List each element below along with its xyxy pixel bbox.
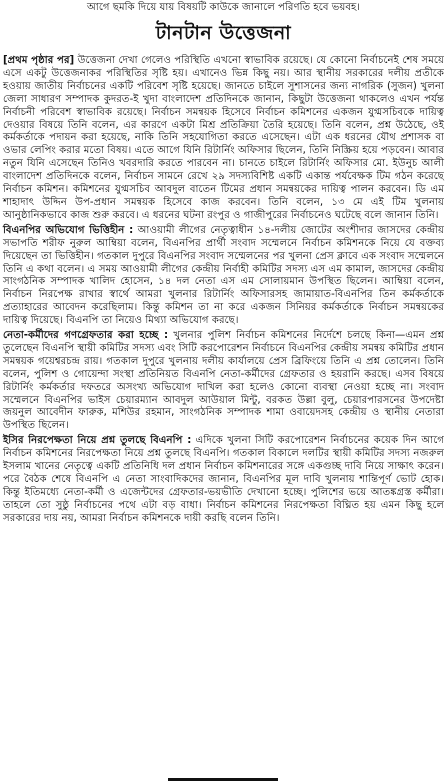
paragraph-1-text: উত্তেজনা দেখা গেলেও পরিস্থিতি এখনো স্বাভাবিক রয়েছে। যে কোনো নির্বাচনেই শেষ সময়ে এসে একটু উত্তেজনাকর পরিস্থিতির সৃষ্টি হয়। এখানেও ভিন্ন কিছু নয়। আর স্থানীয় সরকারের দলীয় প্রতীকে হওয়ায় জাতীয় নির্বাচনের একটি পরিবেশ সৃষ্টি হয়েছে। জানতে চাইলে সুশাসনের জন্য নাগরিক (সুজন) খুলনা জেলা সাধারণ সম্পাদক কুদরত-ই খুদা বাংলাদেশ প্রতিদিনকে জানান, কিছুটা উত্তেজনা থাকলেও এখন পর্যন্ত নির্বাচনী পরিবেশ স্বাভাবিক রয়েছে। নির্বাচন সমন্বয়ক হিসেবে নির্বাচন কমিশনের একজন যুগ্মসচিবকে দায়িত্ব দেওয়ার বিষয়ে তিনি বলেন, এর কারণে একটা মিশ্র প্রতিক্রিয়া তৈরি হয়েছে। তিনি বলেন, প্রশ্ন উঠেছে, ওই কর্মকর্তাকে পদায়ন করা হয়েছে, নাকি তিনি সহযোগিতা করতে এসেছেন। এটা এক ধরনের যৌথ প্রশাসক বা ওভার লেপিং করার মতো বিষয়। এতে আগে যিনি রিটার্নিং অফিসার ছিলেন, তিনি নিস্ক্রিয় হয়ে পড়বেন। আবার নতুন যিনি এসেছেন তিনিও খবরদারি করতে পারবেন না। চানতে চাইলে রিটার্নিং অফিসার মো. ইউনুচ আলী বাংলাদেশ প্রতিদিনকে বলেন, নির্বাচন সামনে রেখে ২৯ সদস্যবিশিষ্ট একটি একান্ত পর্যবেক্ষক টিম গঠন করেছে নির্বাচন কমিশন। কমিশনের যুগ্মসচিব আবদুল বাতেন টিমের প্রধান সমন্বয়কের দায়িত্ব পালন করবেন। ডি এম শাহাদাৎ উদ্দিন উপ-প্রধান সমন্বয়ক হিসেবে কাজ করবেন। তিনি বলেন, ১৩ মে এই টিম খুলনায় আনুষ্ঠানিকভাবে কাজ শুরু করবে। এ ধরনের ঘটনা রংপুর ও গাজীপুরের নির্বাচনেও ঘটেছে বলে জানান তিনি। xyxy=(3,55,444,221)
headline-container xyxy=(3,19,444,51)
bottom-rule xyxy=(0,771,447,783)
bottom-rule-bar xyxy=(168,778,278,781)
article-paragraph-1 xyxy=(3,55,444,223)
continuation-marker: [প্রথম পৃষ্ঠার পর] xyxy=(3,55,75,66)
subhead-mass-arrests: নেতা-কর্মীদের গণগ্রেফতার করা হচ্ছে : xyxy=(3,330,169,342)
article-paragraph-4 xyxy=(3,435,444,525)
headline: টানটান উত্তেজনা xyxy=(155,22,292,44)
previous-column-fragment: আগে ছমকি দিয়ে যায় বিষয়টি কাউকে জানালে পরিণতি হবে ভয়বহ। xyxy=(86,2,361,13)
paragraph-2-text: আওয়ামী লীগের নেতৃত্বাধীন ১৪-দলীয় জোটের অংশীদার জাসদের কেন্দ্রীয় সভাপতি শরীফ নুরুল আম্বিয়া বলেন, বিএনপির প্রার্থী সংবাদ সম্মেলনে নির্বাচন কমিশনকে নিয়ে যে বক্তব্য দিয়েছেন তা ভিত্তিহীন। গতকাল দুপুরে বিএনপির সংবাদ সম্মেলনের পর খুলনা প্রেস ক্লাবে এক সংবাদ সম্মেলনে তিনি এ কথা বলেন। এ সময় আওয়ামী লীগের কেন্দ্রীয় নির্বাহী কমিটির সদস্য এস এম কামাল, জাসদের কেন্দ্রীয় সাংগঠনিক সম্পাদক খালিদ হোসেন, ১৪ দল নেতা এস এম সোলায়মান উপস্থিত ছিলেন। আম্বিয়া বলেন, নির্বাচন নিরপেক্ষ রাখার স্বার্থে আমরা খুলনার রিটার্নিং অফিসারসহ জামায়াত-বিএনপির তিন কর্মকর্তাকে প্রত্যাহারের আবেদন করেছিলাম। কিন্তু কমিশন তা না করে একজন সিনিয়র কর্মকর্তাকে নির্বাচন সমন্বয়কের দায়িত্ব দিয়েছে। বিএনপি তা নিয়েও মিথ্যা অভিযোগ করছে। xyxy=(3,224,444,327)
subhead-allegation-baseless: বিএনপির অভিযোগ ভিত্তিহীন : xyxy=(3,224,134,236)
article-paragraph-2 xyxy=(3,225,444,328)
subhead-ec-neutrality: ইসির নিরপেক্ষতা নিয়ে প্রশ্ন তুলছে বিএনপি : xyxy=(3,435,192,447)
article-paragraph-3 xyxy=(3,330,444,433)
paragraph-3-text: খুলনার পুলিশ নির্বাচন কমিশনের নির্দেশে চলছে কিনা—এমন প্রশ্ন তুলেছেন বিএনপি স্থায়ী কমিটির সদস্য এবং সিটি করপোরেশন নির্বাচনে বিএনপির কেন্দ্রীয় সমন্বয় কমিটির প্রধান সমন্বয়ক গয়েশ্বরচন্দ্র রায়। গতকাল দুপুরে খুলনায় দলীয় কার্যালয়ে প্রেস ব্রিফিংয়ে তিনি এ প্রশ্ন তোলেন। তিনি বলেন, পুলিশ ও গোয়েন্দা সংস্থা প্রতিনিয়ত বিএনপি নেতা-কর্মীদের গ্রেফতার ও হয়রানি করছে। এসব বিষয়ে রিটার্নিং কর্মকর্তার দফতরে অসংখ্য অভিযোগ দাখিল করা হলেও কোনো ব্যবস্থা নেওয়া হচ্ছে না। সংবাদ সম্মেলনে বিএনপির ভাইস চেয়ারম্যান আবদুল আউয়াল মিন্টু, বরকত উল্লা বুলু, চেয়ারপারসনের উপদেষ্টা জয়নুল আবেদীন ফারুক, মশিউর রহমান, সাংগঠনিক সম্পাদক শামা ওবায়েদসহ কেন্দ্রীয় ও স্থানীয় নেতারা উপস্থিত ছিলেন। xyxy=(3,330,444,432)
paragraph-4-text: এদিকে খুলনা সিটি করপোরেশন নির্বাচনের কয়েক দিন আগে নির্বাচন কমিশনের নিরপেক্ষতা নিয়ে প্রশ্ন তুলছে বিএনপি। গতকাল বিকালে দলটির স্থায়ী কমিটির সদস্য নজরুল ইসলাম খানের নেতৃত্বে একটি প্রতিনিধি দল প্রধান নির্বাচন কমিশনারের সঙ্গে একগুচ্ছ দাবি নিয়ে সাক্ষাৎ করেন। পরে বৈঠক শেষে বিএনপি এ নেতা সাংবাদিকদের জানান, বিএনপির মূল দাবি খুলনায় শান্তিপূর্ণ ভোট হোক। কিন্তু ইতিমধ্যে নেতা-কর্মী ও এজেন্টদের গ্রেফতার-ভয়ভীতি দেখানো হচ্ছে। পুলিশের ভয়ে আতঙ্কগ্রস্ত কর্মীরা। তাহলে তো সুষ্ঠু নির্বাচনের পথে এটা বড় বাধা। নির্বাচন কমিশনের নিরপেক্ষতা বিঘ্নিত হয় এমন কিছু হলে সরকারের দায় নয়, আমরা নির্বাচন কমিশনকে দায়ী করছি বলেন তিনি। xyxy=(3,435,444,524)
